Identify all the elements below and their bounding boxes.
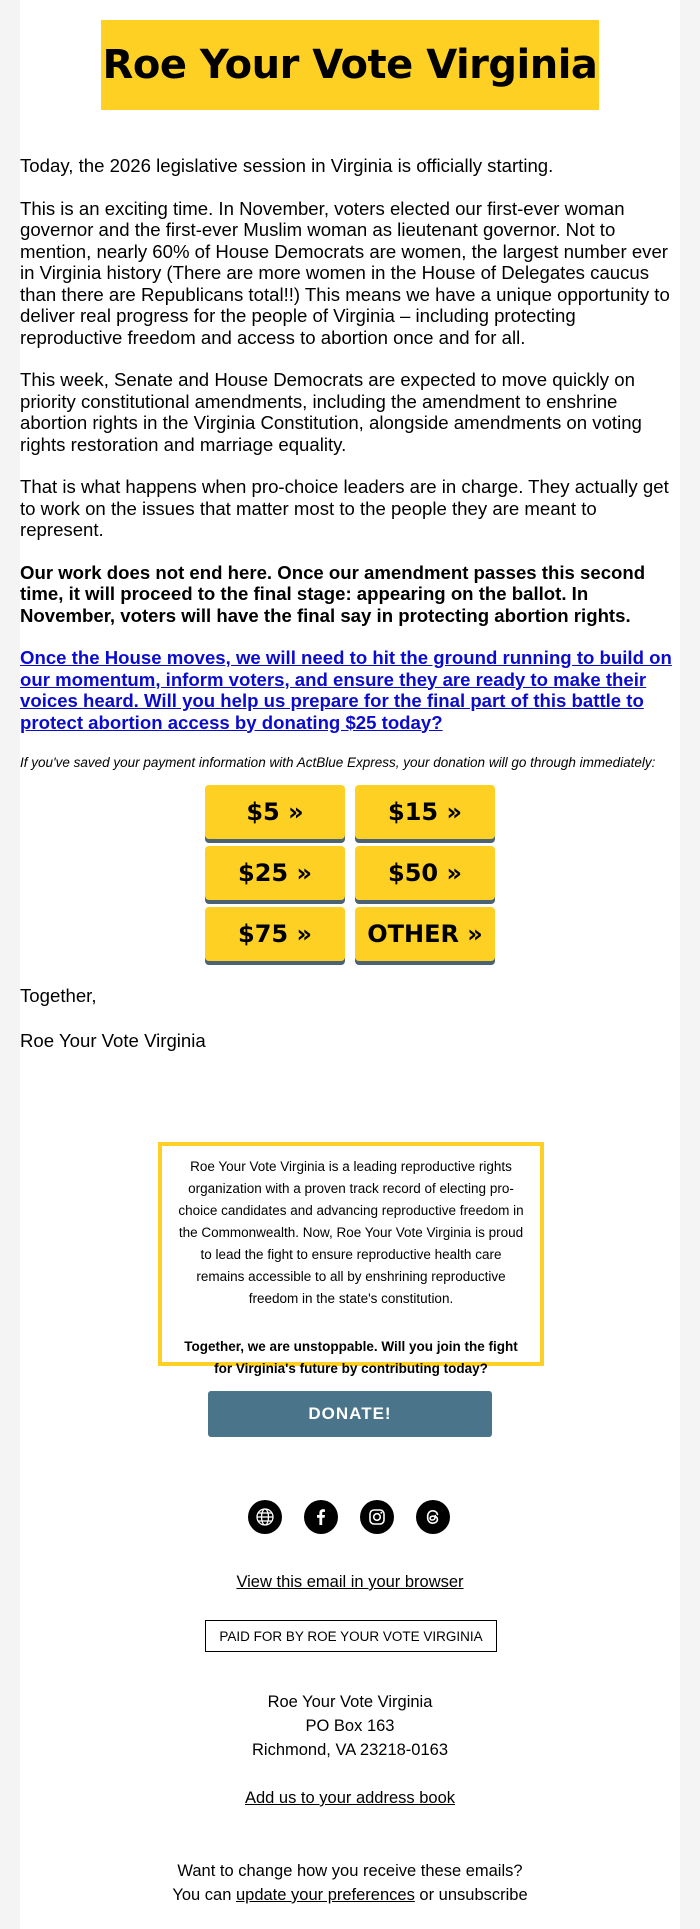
actblue-note: If you've saved your payment information with ActBlue Express, your donation will go through immediately:: [20, 755, 656, 770]
facebook-icon[interactable]: [304, 1500, 338, 1534]
paid-for-disclaimer: PAID FOR BY ROE YOUR VOTE VIRGINIA: [205, 1620, 497, 1652]
change-emails-text: Want to change how you receive these emails?: [177, 1862, 523, 1880]
donate-button[interactable]: DONATE!: [208, 1391, 492, 1437]
unsubscribe-text[interactable]: or unsubscribe: [414, 1886, 528, 1904]
donate-5-button[interactable]: $5 »: [205, 785, 345, 839]
email-body: [20, 155, 680, 772]
address-line-3: Richmond, VA 23218-0163: [252, 1741, 448, 1759]
paragraph-exciting-time: This is an exciting time. In November, voters elected our first-ever woman governor and the first-ever Muslim woman as lieutenant governor. Not to mention, nearly 60% of House Democrats are women, the largest number ever in Virginia history (There are more women in the House of Delegates caucus than there are Republicans total!!) This means we have a unique opportunity to deliver real progress for the people of Virginia – including protecting reproductive freedom and access to abortion once and for all.: [20, 197, 670, 348]
donate-other-button[interactable]: OTHER »: [355, 907, 495, 961]
header-title: Roe Your Vote Virginia: [102, 42, 598, 88]
about-text: Roe Your Vote Virginia is a leading reproductive rights organization with a proven track record of electing pro-choice candidates and advancing reproductive freedom in the Commonwealth. Now, Roe Your Vote Virginia is proud to lead the fight to ensure reproductive health care remains accessible to all by enshrining reproductive freedom in the state's constitution.: [178, 1159, 524, 1306]
header-banner: [101, 20, 599, 110]
threads-icon[interactable]: [416, 1500, 450, 1534]
address-line-2: PO Box 163: [305, 1717, 395, 1735]
instagram-icon[interactable]: [360, 1500, 394, 1534]
email-page: [20, 0, 680, 1929]
paragraph-intro: Today, the 2026 legislative session in Virginia is officially starting.: [20, 155, 554, 176]
about-box: [158, 1142, 544, 1423]
preferences-line: [20, 1886, 680, 1905]
about-call-to-action: Together, we are unstoppable. Will you join the fight for Virginia's future by contributing today?: [184, 1339, 518, 1376]
donate-cta-link[interactable]: Once the House moves, we will need to hit the ground running to build on our momentum, inform voters, and ensure they are ready to make their voices heard. Will you help us prepare for the final part of this battle to protect abortion access by donating $25 today?: [20, 647, 672, 733]
donate-15-button[interactable]: $15 »: [355, 785, 495, 839]
donate-25-button[interactable]: $25 »: [205, 846, 345, 900]
donate-50-button[interactable]: $50 »: [355, 846, 495, 900]
you-can-text: You can: [172, 1886, 236, 1904]
paragraph-priorities: This week, Senate and House Democrats are expected to move quickly on priority constitutional amendments, including the amendment to enshrine abortion rights in the Virginia Constitution, alongside amendments on voting rights restoration and marriage equality.: [20, 369, 642, 455]
view-in-browser-link[interactable]: View this email in your browser: [236, 1573, 464, 1591]
signoff-name: Roe Your Vote Virginia: [20, 1030, 206, 1051]
paragraph-ballot: Our work does not end here. Once our amendment passes this second time, it will proceed to the final stage: appearing on the ballot. In November, voters will have the final say in protecting abortion rights.: [20, 561, 646, 626]
globe-icon[interactable]: [248, 1500, 282, 1534]
donate-75-button[interactable]: $75 »: [205, 907, 345, 961]
address-line-1: Roe Your Vote Virginia: [267, 1693, 433, 1711]
paragraph-pro-choice-leaders: That is what happens when pro-choice leaders are in charge. They actually get to work on the issues that matter most to the people they are meant to represent.: [20, 476, 669, 540]
update-preferences-link[interactable]: update your preferences: [235, 1886, 415, 1904]
signoff-closing: Together,: [20, 985, 97, 1006]
address-book-link[interactable]: Add us to your address book: [244, 1789, 456, 1807]
